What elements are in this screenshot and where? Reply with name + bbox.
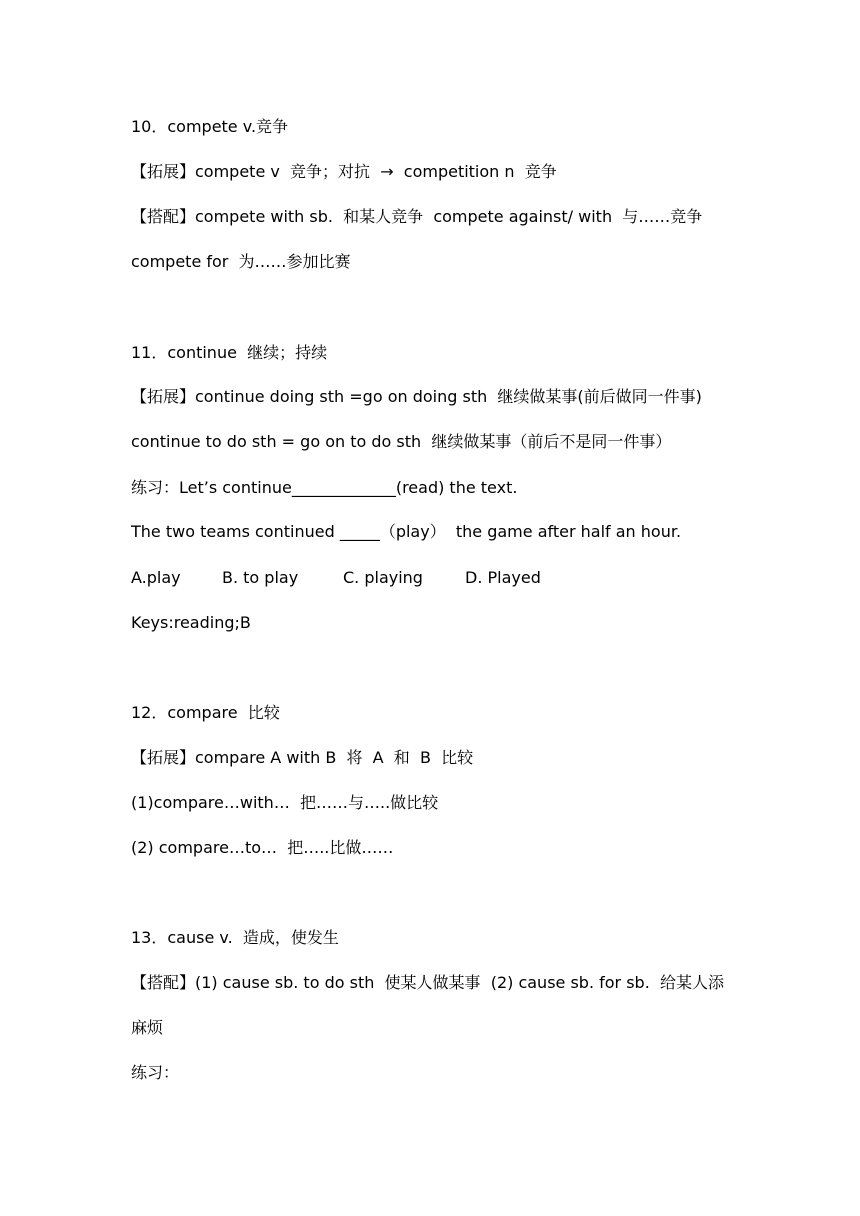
section-11-expand-line-2: continue to do sth = go on to do sth 继续做某事（前后不是同一件事） [131,432,672,451]
section-13-heading: 13．cause v. 造成，使发生 [131,928,339,947]
option-b: B. to play [222,568,299,587]
section-11-expand-line: 【拓展】continue doing sth =go on doing sth 继续做某事(前后做同一件事) [131,387,702,406]
section-10-collocation-line-2: compete for 为……参加比赛 [131,252,351,271]
section-11-heading: 11．continue 继续；持续 [131,343,328,362]
section-11-keys: Keys:reading;B [131,613,251,632]
section-10-expand-line: 【拓展】compete v 竞争；对抗 → competition n 竞争 [131,162,557,181]
section-12-usage-1: (1)compare…with… 把……与…..做比较 [131,793,439,812]
section-13-collocation-line: 【搭配】(1) cause sb. to do sth 使某人做某事 (2) cause sb. for sb. 给某人添 [131,973,724,992]
section-11-exercise-question: The two teams continued _____（play） the game after half an hour. [131,522,682,541]
section-11-exercise-line: 练习：Let’s continue_____________(read) the text. [131,478,518,497]
option-c: C. playing [343,568,423,587]
section-12-usage-2: (2) compare…to… 把…..比做…… [131,838,394,857]
section-12-heading: 12．compare 比较 [131,703,280,722]
section-10-collocation-line: 【搭配】compete with sb. 和某人竞争 compete against/ with 与……竞争 [131,207,703,226]
section-10-heading: 10．compete v.竞争 [131,117,289,136]
option-a: A.play [131,568,181,587]
section-12-expand-line: 【拓展】compare A with B 将 A 和 B 比较 [131,748,474,767]
section-13-collocation-line-2: 麻烦 [131,1018,164,1037]
section-13-exercise-label: 练习： [131,1063,180,1082]
option-d: D. Played [465,568,541,587]
